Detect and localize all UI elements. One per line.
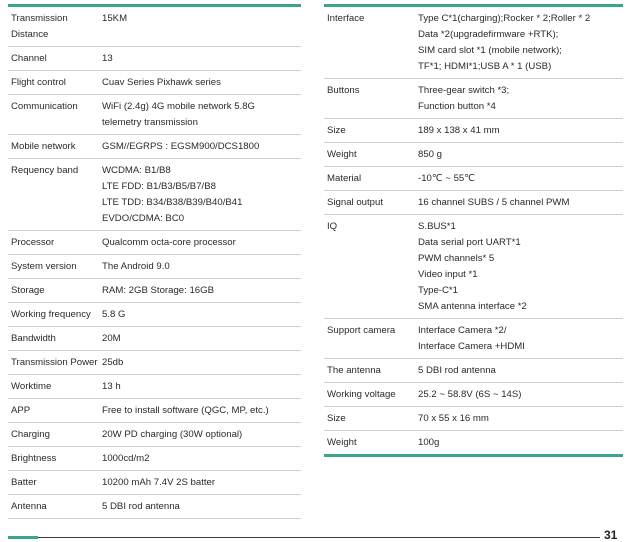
spec-value <box>98 471 301 495</box>
spec-value <box>98 95 301 135</box>
spec-row <box>8 6 301 47</box>
spec-label <box>324 359 414 383</box>
spec-label <box>324 119 414 143</box>
spec-label-line: Interface <box>327 13 365 24</box>
spec-value-line: Three-gear switch *3; <box>418 85 510 96</box>
spec-label <box>324 191 414 215</box>
spec-label <box>324 143 414 167</box>
spec-value-line: 100g <box>418 437 440 448</box>
spec-value <box>98 279 301 303</box>
spec-label <box>324 79 414 119</box>
spec-label-line: APP <box>11 405 31 416</box>
spec-label-line: Weight <box>327 437 357 448</box>
spec-label <box>8 71 98 95</box>
spec-value <box>98 159 301 231</box>
spec-value-line: 25.2 ~ 58.8V (6S ~ 14S) <box>418 389 522 400</box>
spec-value-line: Data serial port UART*1 <box>418 237 521 248</box>
spec-value-line: 70 x 55 x 16 mm <box>418 413 489 424</box>
spec-label-line: The antenna <box>327 365 381 376</box>
spec-label-line: Communication <box>11 101 78 112</box>
spec-value <box>98 423 301 447</box>
spec-value <box>98 351 301 375</box>
spec-label-line: Size <box>327 125 346 136</box>
spec-label-line: IQ <box>327 221 338 232</box>
spec-label-line: Brightness <box>11 453 57 464</box>
spec-label-line: Mobile network <box>11 141 76 152</box>
spec-value <box>98 303 301 327</box>
spec-label <box>324 215 414 319</box>
spec-value <box>98 135 301 159</box>
spec-label <box>8 495 98 519</box>
spec-value <box>98 231 301 255</box>
spec-label <box>324 431 414 456</box>
spec-row <box>8 495 301 519</box>
spec-value-line: S.BUS*1 <box>418 221 456 232</box>
spec-label-line: Distance <box>11 29 49 40</box>
spec-label-line: Transmission Power <box>11 357 98 368</box>
spec-label <box>8 447 98 471</box>
spec-label <box>324 407 414 431</box>
spec-value <box>414 119 623 143</box>
spec-label <box>324 167 414 191</box>
spec-label <box>8 303 98 327</box>
spec-label <box>8 279 98 303</box>
spec-row <box>324 407 623 431</box>
spec-value <box>414 319 623 359</box>
spec-value-line: 13 h <box>102 381 121 392</box>
spec-value-line: WCDMA: B1/B8 <box>102 165 171 176</box>
spec-label-line: Bandwidth <box>11 333 56 344</box>
spec-value <box>98 495 301 519</box>
spec-row <box>8 447 301 471</box>
spec-label <box>8 471 98 495</box>
spec-label-line: Working voltage <box>327 389 396 400</box>
spec-table-left <box>8 4 301 519</box>
spec-label-line: Weight <box>327 149 357 160</box>
spec-label <box>8 399 98 423</box>
spec-value-line: 10200 mAh 7.4V 2S batter <box>102 477 216 488</box>
page-number: 31 <box>604 528 618 542</box>
spec-value-line: LTE TDD: B34/B38/B39/B40/B41 <box>102 197 243 208</box>
spec-value-line: Type C*1(charging);Rocker * 2;Roller * 2 <box>418 13 591 24</box>
spec-value <box>98 47 301 71</box>
spec-value <box>414 407 623 431</box>
spec-label <box>8 423 98 447</box>
spec-value-line: 16 channel SUBS / 5 channel PWM <box>418 197 570 208</box>
spec-row <box>324 431 623 456</box>
spec-label <box>8 159 98 231</box>
spec-label <box>8 135 98 159</box>
spec-label-line: Batter <box>11 477 37 488</box>
spec-value-line: Qualcomm octa-core processor <box>102 237 236 248</box>
spec-label-line: Transmission <box>11 13 68 24</box>
spec-row <box>8 71 301 95</box>
spec-value-line: Type-C*1 <box>418 285 458 296</box>
spec-value-line: Free to install software (QGC, MP, etc.) <box>102 405 269 416</box>
spec-label <box>324 319 414 359</box>
spec-value-line: PWM channels* 5 <box>418 253 495 264</box>
spec-table-right <box>324 4 623 457</box>
spec-row <box>324 319 623 359</box>
spec-label-line: Flight control <box>11 77 66 88</box>
spec-value-line: 189 x 138 x 41 mm <box>418 125 500 136</box>
spec-value-line: WiFi (2.4g) 4G mobile network 5.8G <box>102 101 256 112</box>
spec-label-line: Channel <box>11 53 47 64</box>
spec-value-line: LTE FDD: B1/B3/B5/B7/B8 <box>102 181 216 192</box>
spec-row <box>8 159 301 231</box>
spec-value-line: 15KM <box>102 13 128 24</box>
spec-value-line: SMA antenna interface *2 <box>418 301 527 312</box>
spec-value-line: Cuav Series Pixhawk series <box>102 77 221 88</box>
spec-value <box>98 255 301 279</box>
spec-label <box>8 47 98 71</box>
spec-value-line: 20M <box>102 333 121 344</box>
spec-row <box>324 359 623 383</box>
spec-label <box>8 6 98 47</box>
spec-value-line: The Android 9.0 <box>102 261 170 272</box>
spec-row <box>8 135 301 159</box>
spec-value <box>98 447 301 471</box>
spec-row <box>8 423 301 447</box>
spec-table-right-body <box>324 6 623 456</box>
spec-label-line: Storage <box>11 285 45 296</box>
footer-accent-bar <box>8 536 38 539</box>
spec-value-line: 25db <box>102 357 124 368</box>
spec-value-line: -10℃ ~ 55℃ <box>418 173 476 184</box>
spec-row <box>8 255 301 279</box>
spec-label <box>324 383 414 407</box>
spec-value-line: 13 <box>102 53 113 64</box>
spec-label <box>8 255 98 279</box>
spec-value-line: 20W PD charging (30W optional) <box>102 429 243 440</box>
spec-value <box>414 79 623 119</box>
spec-row <box>324 143 623 167</box>
spec-row <box>324 383 623 407</box>
spec-value-line: Data *2(upgradefirmware +RTK); <box>418 29 559 40</box>
spec-value-line: Interface Camera +HDMI <box>418 341 525 352</box>
spec-table-left-body <box>8 6 301 519</box>
footer-rule <box>8 537 600 538</box>
spec-value <box>414 167 623 191</box>
spec-value-line: 1000cd/m2 <box>102 453 150 464</box>
spec-label-line: Support camera <box>327 325 396 336</box>
spec-label-line: Antenna <box>11 501 47 512</box>
spec-row <box>324 79 623 119</box>
spec-value <box>98 71 301 95</box>
spec-label <box>324 6 414 79</box>
spec-row <box>8 351 301 375</box>
spec-row <box>324 167 623 191</box>
spec-label-line: Requency band <box>11 165 79 176</box>
spec-value-line: Video input *1 <box>418 269 478 280</box>
spec-value <box>414 215 623 319</box>
spec-value-line: TF*1; HDMI*1;USB A * 1 (USB) <box>418 61 552 72</box>
spec-label-line: Working frequency <box>11 309 91 320</box>
spec-value <box>414 191 623 215</box>
spec-label <box>8 351 98 375</box>
spec-value-line: 5 DBI rod antenna <box>102 501 180 512</box>
spec-row <box>8 47 301 71</box>
spec-row <box>324 215 623 319</box>
spec-label-line: Processor <box>11 237 55 248</box>
spec-value <box>414 143 623 167</box>
spec-label-line: Size <box>327 413 346 424</box>
spec-value <box>98 399 301 423</box>
spec-row <box>8 399 301 423</box>
spec-value <box>98 327 301 351</box>
spec-value-line: SIM card slot *1 (mobile network); <box>418 45 562 56</box>
spec-label-line: Signal output <box>327 197 384 208</box>
spec-value <box>414 6 623 79</box>
spec-value-line: 5 DBI rod antenna <box>418 365 496 376</box>
spec-row <box>8 95 301 135</box>
spec-value <box>414 359 623 383</box>
spec-row <box>8 471 301 495</box>
spec-label-line: Worktime <box>11 381 52 392</box>
spec-label <box>8 231 98 255</box>
spec-label <box>8 375 98 399</box>
spec-row <box>324 119 623 143</box>
spec-value-line: GSM//EGRPS : EGSM900/DCS1800 <box>102 141 260 152</box>
spec-row <box>324 191 623 215</box>
spec-row <box>8 303 301 327</box>
spec-row <box>324 6 623 79</box>
spec-value-line: 850 g <box>418 149 443 160</box>
spec-row <box>8 231 301 255</box>
spec-label-line: Material <box>327 173 362 184</box>
spec-value-line: RAM: 2GB Storage: 16GB <box>102 285 214 296</box>
spec-value-line: Interface Camera *2/ <box>418 325 507 336</box>
spec-label-line: Charging <box>11 429 50 440</box>
spec-value-line: EVDO/CDMA: BC0 <box>102 213 185 224</box>
spec-value <box>98 6 301 47</box>
spec-row <box>8 375 301 399</box>
spec-value-line: telemetry transmission <box>102 117 198 128</box>
spec-value <box>414 431 623 456</box>
spec-row <box>8 279 301 303</box>
spec-value <box>414 383 623 407</box>
spec-label-line: Buttons <box>327 85 360 96</box>
spec-label <box>8 95 98 135</box>
spec-value-line: 5.8 G <box>102 309 126 320</box>
spec-label-line: System version <box>11 261 77 272</box>
spec-row <box>8 327 301 351</box>
spec-value-line: Function button *4 <box>418 101 496 112</box>
spec-label <box>8 327 98 351</box>
spec-value <box>98 375 301 399</box>
